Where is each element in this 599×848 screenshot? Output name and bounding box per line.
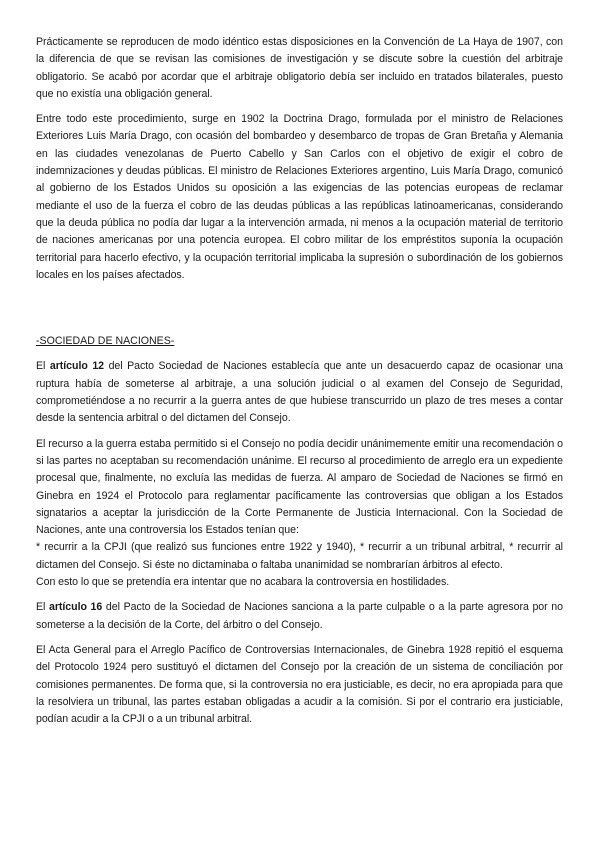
paragraph-articulo-16 [36,599,563,634]
paragraph-doctrina-drago: Entre todo este procedimiento, surge en 1902 la Doctrina Drago, formulada por el ministro de Relaciones Exteriores Luis María Drago, con ocasión del bombardeo y desembarco de tropas de Gran Bretaña y Alemania en las ciudades venezolanas de Puerto Cabello y San Carlos con el objetivo de exigir el cobro de indemnizaciones y deudas públicas. El ministro de Relaciones Exteriores argentino, Luis María Drago, comunicó al gobierno de los Estados Unidos su oposición a las exigencias de las potencias europeas de reclamar mediante el uso de la fuerza el cobro de las deudas públicas a las repúblicas latinoamericanas, considerando que la deuda pública no podía dar lugar a la intervención armada, ni menos a la ocupación material de territorio de naciones americanas por una potencia europea. El cobro militar de los empréstitos suponía la ocupación territorial para hacerlo efectivo, y la ocupación territorial implicaba la supresión o subordinación de los gobiernos locales en los países afectados. [36,113,563,281]
art16-bold-label: artículo 16 [49,601,103,614]
art12-text: del Pacto Sociedad de Naciones establecía que ante un desacuerdo capaz de ocasionar una ruptura había de someterse al arbitraje, a una solución judicial o al examen del Consejo de Seguridad, comprometiéndose a no recurrir a la guerra antes de que hubiese transcurrido un plazo de tres meses a contar desde la sentencia arbitral o del dictamen del Consejo. [36,360,563,425]
section-spacer [36,292,563,333]
recurso-end-text: Con esto lo que se pretendía era intentar que no acabara la controversia en hostilidades. [36,576,450,589]
art12-prefix: El [36,360,50,373]
paragraph-articulo-12 [36,358,563,427]
document-body [36,34,563,736]
recurso-bullets-text: * recurrir a la CPJI (que realizó sus funciones entre 1922 y 1940), * recurrir a un tribunal arbitral, * recurrir al dictamen del Consejo. Si éste no dictaminaba o faltaba unanimidad se nombrarían árbitros al efecto. [36,541,563,571]
paragraph-acta-general: El Acta General para el Arreglo Pacífico de Controversias Internacionales, de Ginebra 1928 repitió el esquema del Protocolo 1924 pero sustituyó el dictamen del Consejo por la creación de un sistema de conciliación por comisiones permanentes. De forma que, si la controversia no era justiciable, es decir, no era apropiada para que la resolviera un tribunal, las partes estaban obligadas a acudir a la comisión. Si por el contrario era justiciable, podían acudir a la CPJI o a un tribunal arbitral. [36,643,563,726]
art16-text: del Pacto de la Sociedad de Naciones sanciona a la parte culpable o a la parte agresora por no someterse a la decisión de la Corte, del árbitro o del Consejo. [36,601,563,631]
art12-bold-label: artículo 12 [49,360,105,373]
section-heading: -SOCIEDAD DE NACIONES- [36,335,175,348]
paragraph-convencion-la-haya: Prácticamente se reproducen de modo idéntico estas disposiciones en la Convención de La Haya de 1907, con la diferencia de que se revisan las comisiones de investigación y se discute sobre la cuestión del arbitraje obligatorio. Se acabó por acordar que el arbitraje obligatorio debía ser incluido en tratados bilaterales, puesto que no existía una obligación general. [36,36,563,100]
art16-prefix: El [36,601,50,614]
recurso-main-text: El recurso a la guerra estaba permitido si el Consejo no podía decidir unánimemente emitir una recomendación o si las partes no aceptaban su recomendación unánime. El recurso al procedimiento de arreglo era un expediente procesal que, finalmente, no excluía las medidas de fuerza. Al amparo de Sociedad de Naciones se firmó en Ginebra en 1924 el Protocolo para reglamentar pacíficamente las controversias que obligan a los Estados signatarios a aceptar la jurisdicción de la Corte Permanente de Justicia Internacional. Con la Sociedad de Naciones, ante una controversia los Estados tenían que: [36,437,563,537]
paragraph-recurso-guerra [36,436,563,592]
